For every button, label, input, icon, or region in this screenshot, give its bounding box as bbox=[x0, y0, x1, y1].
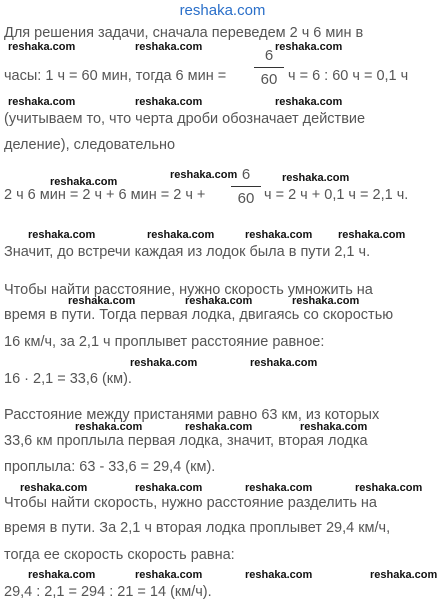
text-line: (учитываем то, что черта дроби обозначает действие bbox=[4, 111, 366, 127]
text-line: 16 · 2,1 = 33,6 (км). bbox=[4, 371, 132, 387]
text-line: время в пути. За 2,1 ч вторая лодка проплывет 29,4 км/ч, bbox=[4, 520, 391, 536]
text-line: тогда ее скорость скорость равна: bbox=[4, 547, 235, 563]
watermark: reshaka.com bbox=[275, 96, 343, 108]
watermark: reshaka.com bbox=[8, 96, 76, 108]
watermark: reshaka.com bbox=[135, 41, 203, 53]
text-line: ч = 2 ч + 0,1 ч = 2,1 ч. bbox=[264, 187, 409, 203]
fraction-numerator: 6 bbox=[264, 47, 274, 64]
watermark: reshaka.com bbox=[130, 357, 198, 369]
watermark: reshaka.com bbox=[300, 421, 368, 433]
watermark: reshaka.com bbox=[147, 229, 215, 241]
site-header: reshaka.com bbox=[179, 2, 266, 19]
text-line: 29,4 : 2,1 = 294 : 21 = 14 (км/ч). bbox=[4, 584, 212, 600]
watermark: reshaka.com bbox=[250, 357, 318, 369]
watermark: reshaka.com bbox=[50, 176, 118, 188]
fraction-denominator: 60 bbox=[237, 190, 255, 207]
watermark: reshaka.com bbox=[370, 569, 438, 581]
watermark: reshaka.com bbox=[245, 229, 313, 241]
text-line: Чтобы найти расстояние, нужно скорость умножить на bbox=[4, 282, 373, 298]
watermark: reshaka.com bbox=[75, 421, 143, 433]
watermark: reshaka.com bbox=[292, 295, 360, 307]
watermark: reshaka.com bbox=[135, 569, 203, 581]
watermark: reshaka.com bbox=[28, 569, 96, 581]
text-line: деление), следовательно bbox=[4, 137, 176, 153]
watermark: reshaka.com bbox=[68, 295, 136, 307]
text-line: Значит, до встречи каждая из лодок была в пути 2,1 ч. bbox=[4, 244, 371, 260]
text-line: проплыла: 63 - 33,6 = 29,4 (км). bbox=[4, 459, 216, 475]
watermark: reshaka.com bbox=[338, 229, 406, 241]
text-line: 16 км/ч, за 2,1 ч проплывет расстояние равное: bbox=[4, 334, 325, 350]
watermark: reshaka.com bbox=[8, 41, 76, 53]
text-line: часы: 1 ч = 60 мин, тогда 6 мин = bbox=[4, 68, 227, 84]
watermark: reshaka.com bbox=[245, 569, 313, 581]
watermark: reshaka.com bbox=[275, 41, 343, 53]
text-line: время в пути. Тогда первая лодка, двигаясь со скоростью bbox=[4, 307, 394, 323]
watermark: reshaka.com bbox=[185, 421, 253, 433]
text-line: 2 ч 6 мин = 2 ч + 6 мин = 2 ч + bbox=[4, 187, 206, 203]
text-line: Чтобы найти скорость, нужно расстояние разделить на bbox=[4, 495, 377, 511]
watermark: reshaka.com bbox=[282, 172, 350, 184]
watermark: reshaka.com bbox=[245, 482, 313, 494]
watermark: reshaka.com bbox=[135, 96, 203, 108]
fraction bbox=[254, 47, 284, 88]
watermark: reshaka.com bbox=[28, 229, 96, 241]
watermark: reshaka.com bbox=[355, 482, 423, 494]
fraction-bar bbox=[231, 186, 261, 187]
text-line: ч = 6 : 60 ч = 0,1 ч bbox=[288, 68, 409, 84]
fraction-numerator: 6 bbox=[241, 166, 251, 183]
watermark: reshaka.com bbox=[135, 482, 203, 494]
watermark: reshaka.com bbox=[170, 169, 238, 181]
text-line: Для решения задачи, сначала переведем 2 ч 6 мин в bbox=[4, 25, 364, 41]
watermark: reshaka.com bbox=[185, 295, 253, 307]
text-line: Расстояние между пристанями равно 63 км, из которых bbox=[4, 407, 380, 423]
watermark: reshaka.com bbox=[20, 482, 88, 494]
fraction-bar bbox=[254, 67, 284, 68]
text-line: 33,6 км проплыла первая лодка, значит, вторая лодка bbox=[4, 433, 368, 449]
fraction-denominator: 60 bbox=[260, 71, 278, 88]
